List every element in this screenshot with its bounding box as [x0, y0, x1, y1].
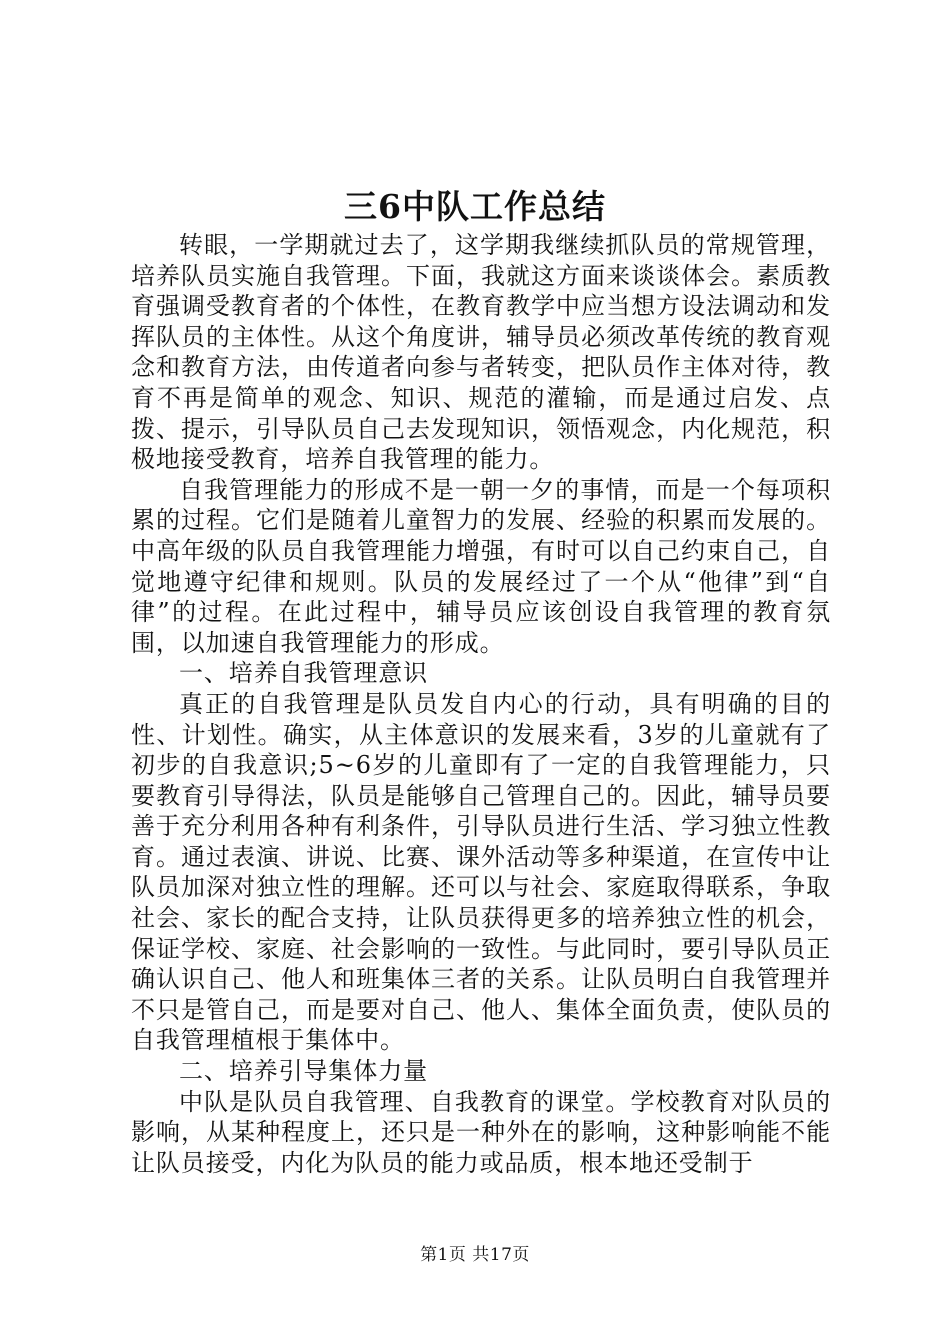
section-heading-2: 二、培养引导集体力量	[179, 1057, 428, 1086]
paragraph-intro: 转眼，一学期就过去了，这学期我继续抓队员的常规管理，培养队员实施自我管理。下面，我就这方面来谈谈体会。素质教育强调受教育者的个体性，在教育教学中应当想方设法调动和发挥队员的主体性。从这个角度讲，辅导员必须改革传统的教育观念和教育方法，由传道者向参与者转变，把队员作主体对待，教育不再是简单的观念、知识、规范的灌输，而是通过启发、点拨、提示，引导队员自己去发现知识，领悟观念，内化规范，积极地接受教育，培养自我管理的能力。	[131, 231, 831, 474]
document-body	[131, 230, 831, 1178]
section-heading-1: 一、培养自我管理意识	[179, 659, 428, 688]
document-title: 三6中队工作总结	[344, 187, 606, 226]
section-1-paragraph: 真正的自我管理是队员发自内心的行动，具有明确的目的性、计划性。确实，从主体意识的发展来看，3岁的儿童就有了初步的自我意识;5~6岁的儿童即有了一定的自我管理能力，只要教育引导得法，队员是能够自己管理自己的。因此，辅导员要善于充分利用各种有利条件，引导队员进行生活、学习独立性教育。通过表演、讲说、比赛、课外活动等多种渠道，在宣传中让队员加深对独立性的理解。还可以与社会、家庭取得联系，争取社会、家长的配合支持，让队员获得更多的培养独立性的机会，保证学校、家庭、社会影响的一致性。与此同时，要引导队员正确认识自己、他人和班集体三者的关系。让队员明白自我管理并不只是管自己，而是要对自己、他人、集体全面负责，使队员的自我管理植根于集体中。	[131, 689, 831, 1055]
page-number-footer: 第1页 共17页	[420, 1245, 530, 1265]
paragraph-self-management: 自我管理能力的形成不是一朝一夕的事情，而是一个每项积累的过程。它们是随着儿童智力的发展、经验的积累而发展的。中高年级的队员自我管理能力增强，有时可以自己约束自己，自觉地遵守纪律和规则。队员的发展经过了一个从“他律”到“自律”的过程。在此过程中，辅导员应该创设自我管理的教育氛围，以加速自我管理能力的形成。	[131, 475, 831, 657]
section-2-paragraph: 中队是队员自我管理、自我教育的课堂。学校教育对队员的影响，从某种程度上，还只是一种外在的影响，这种影响能不能让队员接受，内化为队员的能力或品质，根本地还受制于	[131, 1087, 831, 1177]
